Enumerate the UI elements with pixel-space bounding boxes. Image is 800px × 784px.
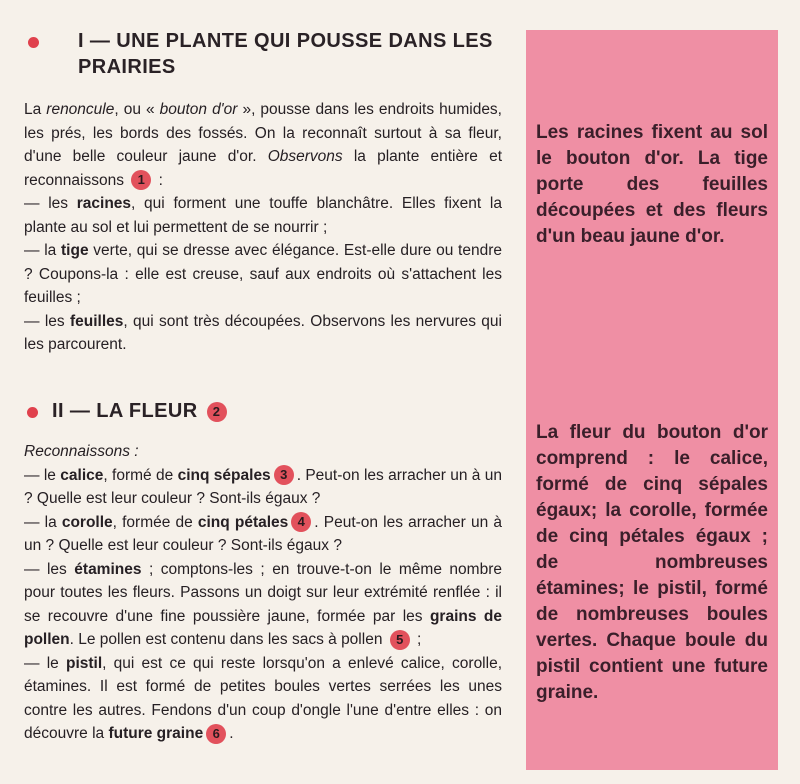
text-run: . (229, 725, 234, 742)
bold-term: future graine (108, 725, 204, 742)
red-bullet-icon (28, 37, 39, 48)
text-run: La (24, 101, 47, 118)
text-run: la plante entière et reconnaissons (24, 148, 503, 189)
text-run: , formé de (103, 466, 178, 484)
section-1-heading-line2: PRAIRIES (78, 56, 176, 78)
italic-term: Reconnaissons : (24, 443, 139, 460)
figure-number-badge: 2 (207, 402, 227, 422)
text-run: , qui sont très découpées. Observons les nervures qui les parcourent. (24, 312, 502, 353)
calice-item (24, 464, 502, 511)
section-2-heading-text: II — LA FLEUR (52, 400, 198, 422)
italic-term: renoncule (46, 101, 115, 118)
bold-term: tige (61, 242, 89, 259)
text-run: — la (24, 242, 62, 259)
section-2 (24, 398, 502, 746)
figure-number-badge: 5 (390, 630, 410, 650)
feuilles-item (24, 310, 502, 357)
text-run: . Le pollen est contenu dans les sacs à pollen (69, 631, 387, 648)
bold-term: étamines (74, 560, 142, 578)
bold-term: cinq sépales (177, 466, 271, 484)
section-2-body (24, 440, 502, 746)
text-run: — les (24, 312, 70, 330)
text-run: — la (24, 513, 62, 531)
tige-item (24, 239, 502, 310)
red-bullet-icon (27, 407, 38, 418)
section-1-body (24, 98, 502, 357)
reconnaissons-label (24, 440, 502, 464)
bold-term: grains de pollen (24, 607, 502, 648)
text-run: — les (24, 195, 77, 212)
corolle-item (24, 511, 502, 558)
text-run: , ou « (114, 101, 160, 118)
figure-number-badge: 6 (206, 724, 226, 744)
text-run: , formée de (112, 513, 198, 531)
text-run: », pousse dans les endroits humides, les prés, les bords des fossés. On la reconnaît surtout à sa fleur, d'une belle couleur jaune d'or. (24, 101, 502, 165)
text-run: : (154, 171, 163, 189)
figure-number-badge: 4 (291, 512, 311, 532)
summary-flower: La fleur du bouton d'or comprend : le calice, formé de cinq sépales égaux; la corolle, formée de cinq pétales égaux ; de nombreuses étamines; le pistil, formé de nombreuses boules vertes. Chaque boule du pistil contient une future graine. (536, 422, 768, 703)
intro-paragraph (24, 98, 502, 192)
text-run: — le (24, 654, 66, 672)
text-run: , qui forment une touffe blanchâtre. Elles fixent la plante au sol et lui permettent de se nourrir ; (24, 195, 502, 236)
figure-number-badge: 1 (131, 170, 151, 190)
bold-term: pistil (65, 654, 103, 672)
text-run: ; (412, 631, 422, 648)
bold-term: calice (60, 466, 104, 484)
italic-term: bouton d'or (159, 101, 238, 118)
bold-term: racines (76, 195, 132, 212)
pistil-item (24, 652, 502, 746)
italic-term: Observons (267, 148, 343, 165)
section-2-heading (24, 398, 502, 424)
text-run: . Peut-on les arracher un à un ? Quelle est leur couleur ? Sont-ils égaux ? (24, 513, 502, 554)
racines-item (24, 192, 502, 239)
text-run: — le (24, 466, 61, 484)
bold-term: feuilles (69, 312, 124, 330)
figure-number-badge: 3 (274, 465, 294, 485)
etamines-item (24, 558, 502, 652)
summary-plant: Les racines fixent au sol le bouton d'or. La tige porte des feuilles découpées et des fleurs d'un beau jaune d'or. (536, 122, 768, 247)
summary-sidebar (526, 30, 778, 770)
text-run: . Peut-on les arracher un à un ? Quelle est leur couleur ? Sont-ils égaux ? (24, 466, 502, 507)
section-1-heading-line1: I — UNE PLANTE QUI POUSSE DANS LES (78, 30, 493, 52)
text-run: verte, qui se dresse avec élégance. Est-elle dure ou tendre ? Coupons-la : elle est creuse, sauf aux endroits où s'attachent les feuilles ; (24, 242, 502, 306)
text-run: ; comptons-les ; en trouve-t-on le même nombre pour toutes les fleurs. Passons un doigt sur leur extrémité renflée : il se recouvre d'une fine poussière jaune, formée par les (24, 560, 502, 625)
text-run: — les (24, 560, 75, 578)
section-1 (24, 28, 502, 357)
bold-term: corolle (61, 513, 113, 531)
section-1-heading (24, 28, 502, 80)
text-run: , qui est ce qui reste lorsqu'on a enlevé calice, corolle, étamines. Il est formé de petites boules vertes serrées les unes contre les autres. Fendons d'un coup d'ongle l'une d'entre elles : on découvre la (24, 654, 502, 742)
bold-term: cinq pétales (197, 513, 289, 531)
